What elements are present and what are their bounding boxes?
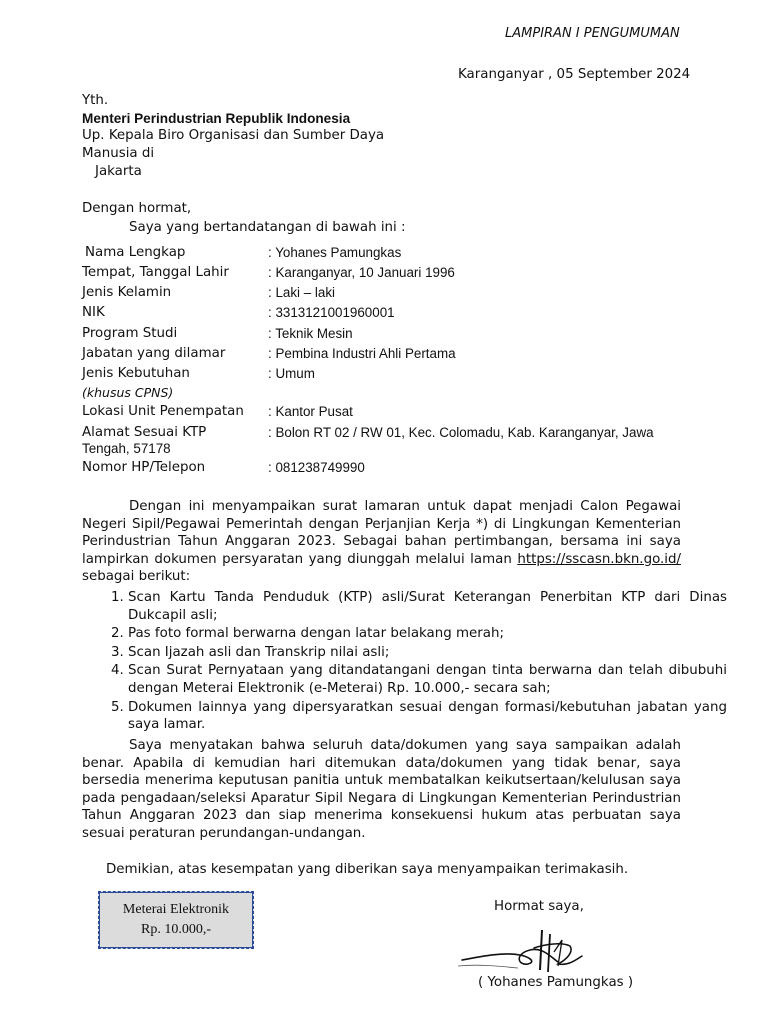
signatory-name: ( Yohanes Pamungkas ) — [478, 975, 634, 990]
list-item: 5. Dokumen lainnya yang dipersyaratkan sesuai dengan formasi/kebutuhan jabatan yang saya lamar. — [128, 699, 727, 734]
recipient-name: Menteri Perindustrian Republik Indonesia — [82, 111, 351, 126]
signature-image — [458, 926, 638, 978]
paragraph-tail: sebagai berikut: — [82, 569, 191, 585]
paragraph-statement: Saya menyatakan bahwa seluruh data/dokumen yang saya sampaikan adalah benar. Apabila di kemudian hari ditemukan data/dokumen yang tidak benar, saya bersedia menerima keputusan panitia untuk membatalkan keikutsertaan/kelulusan saya pada pengadaan/seleksi Aparatur Sipil Negara di Lingkungan Kementerian Perindustrian Tahun Anggaran 2023 dan siap menerima konsekuensi hukum atas perbuatan saya sesuai peraturan perundangan-undangan. — [82, 738, 681, 841]
form-label: Lokasi Unit Penempatan — [82, 404, 244, 419]
form-value: : Kantor Pusat — [268, 404, 353, 419]
list-item: 3. Scan Ijazah asli dan Transkrip nilai asli; — [128, 644, 727, 662]
requirements-list — [82, 589, 727, 735]
form-value: : Umum — [268, 366, 315, 381]
stamp-line2: Rp. 10.000,- — [141, 922, 211, 937]
intro-text: Saya yang bertandatangan di bawah ini : — [129, 220, 406, 235]
form-label: Nama Lengkap — [85, 245, 186, 260]
regards-text: Hormat saya, — [494, 899, 584, 914]
form-label: Jabatan yang dilamar — [82, 346, 226, 361]
form-label: Program Studi — [82, 326, 178, 341]
form-value: : Pembina Industri Ahli Pertama — [268, 346, 456, 361]
recipient-line2: Manusia di — [82, 146, 155, 161]
form-label: Jenis Kelamin — [82, 285, 172, 300]
recipient-salutation: Yth. — [82, 93, 109, 108]
form-sublabel: (khusus CPNS) — [82, 385, 174, 400]
form-label: NIK — [82, 305, 105, 320]
form-value: : Laki – laki — [268, 285, 335, 300]
paragraph-text: Dengan ini menyampaikan surat lamaran untuk dapat menjadi Calon Pegawai Negeri Sipil/Pegawai Pemerintah dengan Perjanjian Kerja *) di Lingkungan Kementerian Perindustrian Tahun Anggaran 2023. Sebagai bahan pertimbangan, bersama ini saya lampirkan dokumen persyaratan yang diunggah melalui laman — [82, 499, 681, 567]
form-value: : 081238749990 — [268, 460, 365, 475]
greeting: Dengan hormat, — [82, 201, 192, 216]
closing-text: Demikian, atas kesempatan yang diberikan saya menyampaikan terimakasih. — [106, 862, 629, 877]
attachment-label: LAMPIRAN I PENGUMUMAN — [505, 26, 680, 41]
form-value: : Karanganyar, 10 Januari 1996 — [268, 265, 455, 280]
form-value-cont: Tengah, 57178 — [82, 441, 171, 456]
list-item: 1. Scan Kartu Tanda Penduduk (KTP) asli/Surat Keterangan Penerbitan KTP dari Dinas Dukcapil asli; — [128, 589, 727, 624]
recipient-line1: Up. Kepala Biro Organisasi dan Sumber Daya — [82, 128, 385, 143]
place-date: Karanganyar , 05 September 2024 — [458, 67, 691, 82]
form-value: : Bolon RT 02 / RW 01, Kec. Colomadu, Kab. Karanganyar, Jawa — [268, 425, 654, 440]
form-value: : Teknik Mesin — [268, 326, 353, 341]
paragraph-application — [82, 498, 681, 586]
form-value: : 3313121001960001 — [268, 305, 395, 320]
form-value: : Yohanes Pamungkas — [268, 245, 402, 260]
form-label: Alamat Sesuai KTP — [82, 425, 207, 440]
form-label: Tempat, Tanggal Lahir — [82, 265, 229, 280]
form-label: Nomor HP/Telepon — [82, 460, 206, 475]
stamp-line1: Meterai Elektronik — [122, 902, 230, 917]
recipient-city: Jakarta — [95, 164, 142, 179]
list-item: 4. Scan Surat Pernyataan yang ditandatangani dengan tinta berwarna dan telah dibubuhi dengan Meterai Elektronik (e-Meterai) Rp. 10.000,- secara sah; — [128, 662, 727, 697]
form-label: Jenis Kebutuhan — [82, 366, 190, 381]
sscasn-link[interactable]: https://sscasn.bkn.go.id/ — [517, 551, 682, 567]
list-item: 2. Pas foto formal berwarna dengan latar belakang merah; — [128, 625, 727, 643]
e-meterai-stamp — [98, 891, 254, 949]
